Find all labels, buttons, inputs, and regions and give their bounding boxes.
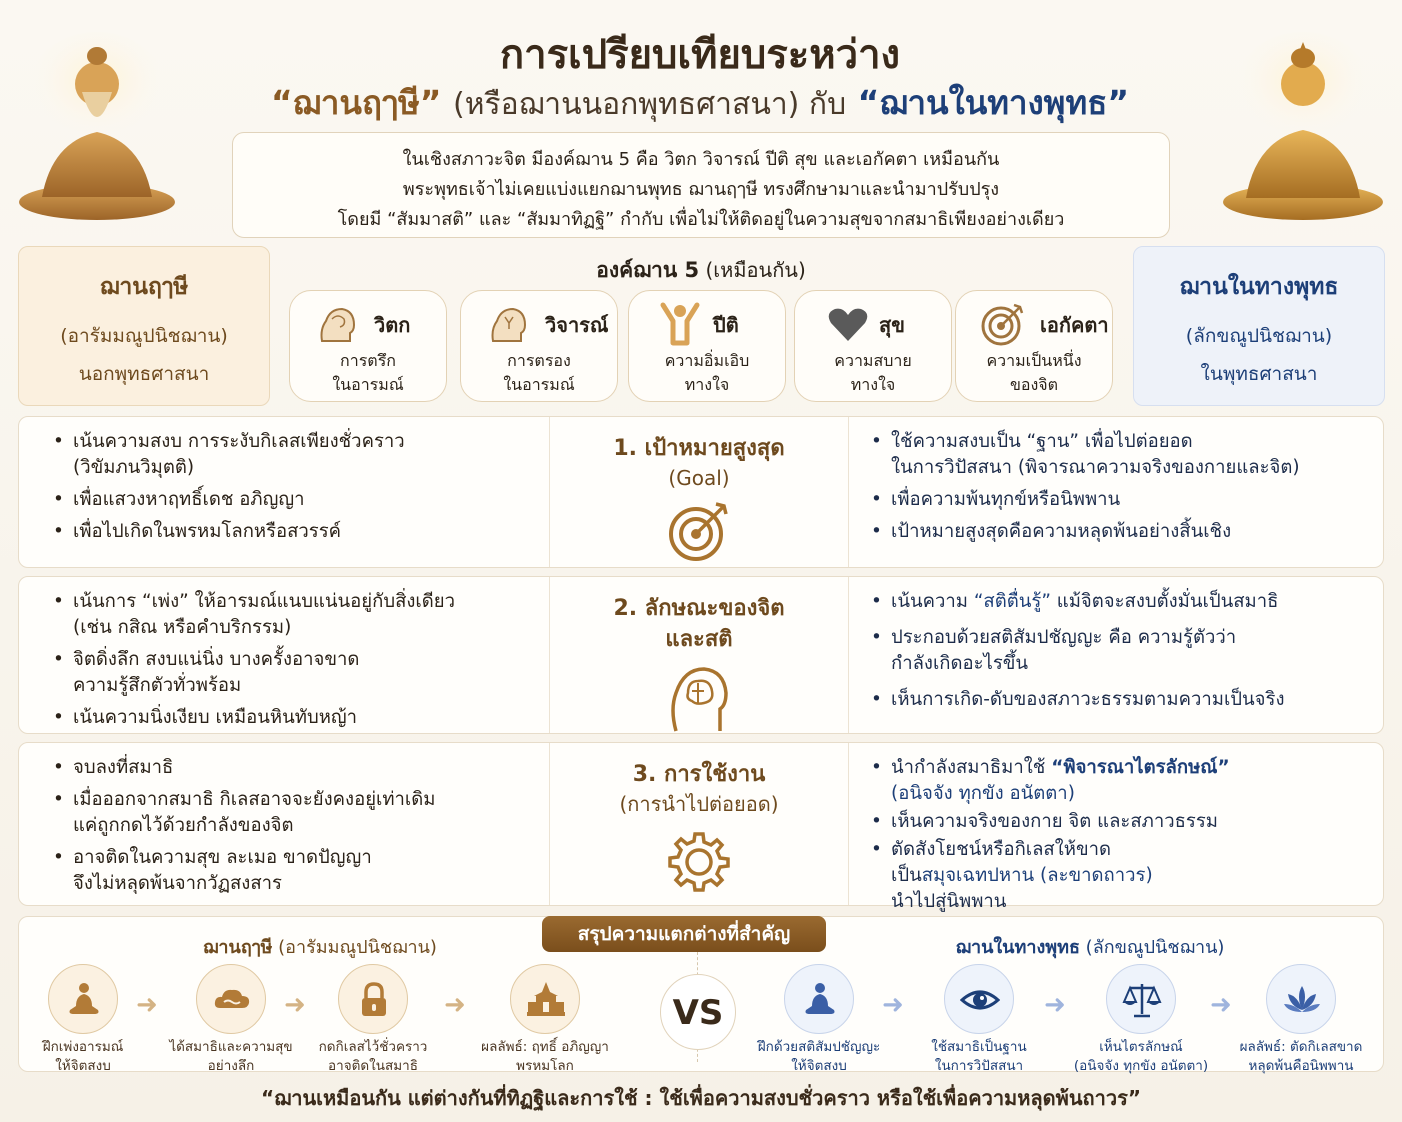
hermit-jhana-pali: (อารัมมณูปนิชฌาน) [60, 325, 228, 347]
list-item-line: ความรู้สึกตัวทั่วพร้อม [73, 675, 242, 696]
list-item [49, 647, 529, 699]
list-item [867, 429, 1367, 481]
list-item [867, 589, 1367, 615]
buddhist-jhana-pali: (ลักขณูปนิชฌาน) [1185, 325, 1333, 347]
list-item-text: นำกำลังสมาธิมาใช้ [891, 757, 1052, 778]
arrow-right-icon: ➜ [882, 990, 904, 1020]
buddhist-jhana-scope: ในพุทธศาสนา [1200, 363, 1318, 385]
closing-quote: “ฌานเหมือนกัน แต่ต่างกันที่ทิฏฐิและการใช้ : ใช้เพื่อความสงบชั่วคราว หรือใช้เพื่อความหลุดพ้นถาวร” [261, 1086, 1141, 1110]
factor-name: เอกัคตา [1040, 313, 1109, 337]
meditation-icon [800, 980, 840, 1020]
list-item-line: • ประกอบด้วยสติสัมปชัญญะ คือ ความรู้ตัวว่า [891, 627, 1237, 648]
summary-step-right [1066, 964, 1216, 1076]
meditation-icon [64, 980, 104, 1020]
factor-name: วิตก [374, 313, 411, 337]
hermit-jhana-box [18, 246, 270, 406]
list-item-line: (วิขัมภนวิมุตติ) [73, 457, 195, 478]
comparison-row-mind [18, 576, 1384, 734]
arrow-right-icon: ➜ [1044, 990, 1066, 1020]
row-center-column [549, 577, 849, 733]
factor-desc [795, 349, 951, 397]
row-title: 1. เป้าหมายสูงสุด [613, 436, 785, 461]
step-caption-line: ฝึกเพ่งอารมณ์ [42, 1039, 124, 1055]
comparison-row-goal [18, 416, 1384, 568]
list-item: • เพื่อไปเกิดในพรหมโลกหรือสวรรค์ [49, 519, 529, 545]
hermit-jhana-title: ฌานฤๅษี [99, 274, 189, 300]
step-circle [784, 964, 854, 1034]
row-left-column [49, 429, 529, 551]
factor-desc-line: การตรอง [507, 351, 571, 370]
list-item: • เห็นความจริงของกาย จิต และสภาวธรรม [867, 809, 1367, 835]
factor-card-vitakka [289, 290, 447, 402]
step-circle [1106, 964, 1176, 1034]
summary-step-right [744, 964, 894, 1076]
list-item [49, 787, 529, 839]
intro-box [232, 132, 1170, 238]
factor-desc [290, 349, 446, 397]
summary-step-left [156, 964, 306, 1076]
list-item: • จบลงที่สมาธิ [49, 755, 529, 781]
step-circle [1266, 964, 1336, 1034]
list-item-line: ในการวิปัสสนา (พิจารณาความจริงของกายและจิต) [891, 457, 1300, 478]
factor-name: ปีติ [713, 313, 739, 337]
summary-left-heading-bold: ฌานฤๅษี [203, 937, 273, 958]
step-circle [338, 964, 408, 1034]
lock-icon [354, 980, 394, 1020]
factors-heading [278, 254, 1124, 287]
step-caption-line: ให้จิตสงบ [55, 1058, 111, 1074]
row-subtitle: (การนำไปต่อยอด) [619, 792, 779, 816]
factor-card-sukha [794, 290, 952, 402]
row-center-column [549, 417, 849, 567]
list-item-line: • เมื่อออกจากสมาธิ กิเลสอาจจะยังคงอยู่เท่าเดิม [73, 789, 436, 810]
step-caption [1226, 1038, 1376, 1076]
title-buddhist-jhana: “ฌานในทางพุทธ” [857, 83, 1130, 122]
hermit-jhana-scope: นอกพุทธศาสนา [78, 363, 210, 385]
hermit-figure-icon [12, 22, 182, 222]
factors-title: องค์ฌาน 5 [596, 258, 700, 282]
step-caption-line: พรหมโลก [516, 1058, 574, 1074]
step-caption-line: ผลลัพธ์: ฤทธิ์ อภิญญา [481, 1039, 609, 1055]
list-item: • เพื่อแสวงหาฤทธิ์เดช อภิญญา [49, 487, 529, 513]
row-title: 2. ลักษณะของจิต [613, 596, 785, 621]
factor-desc [629, 349, 785, 397]
row-right-column [867, 755, 1367, 921]
factor-name: สุข [879, 313, 905, 337]
list-item [867, 755, 1367, 807]
step-caption [1066, 1038, 1216, 1076]
lotus-icon [1282, 980, 1322, 1020]
factor-desc [461, 349, 617, 397]
list-item: • เป้าหมายสูงสุดคือความหลุดพ้นอย่างสิ้นเชิง [867, 519, 1367, 545]
factor-desc [956, 349, 1112, 397]
step-caption-line: อาจติดในสมาธิ [328, 1058, 418, 1074]
target-icon [666, 500, 732, 562]
list-item [867, 625, 1367, 677]
arrow-right-icon: ➜ [444, 990, 466, 1020]
summary-left-heading-rest: (อารัมมณูปนิชฌาน) [272, 937, 437, 958]
step-caption [470, 1038, 620, 1076]
intro-line: โดยมี “สัมมาสติ” และ “สัมมาทิฏฐิ” กำกับ เพื่อไม่ให้ติดอยู่ในความสุขจากสมาธิเพียงอย่างเดียว [337, 209, 1065, 230]
step-caption [156, 1038, 306, 1076]
row-subtitle: และสติ [665, 627, 733, 652]
step-caption-line: ผลลัพธ์: ตัดกิเลสขาด [1239, 1039, 1363, 1055]
step-caption [8, 1038, 158, 1076]
step-caption-line: กดกิเลสไว้ชั่วคราว [318, 1039, 428, 1055]
step-caption [744, 1038, 894, 1076]
buddhist-jhana-title: ฌานในทางพุทธ [1179, 274, 1339, 300]
step-circle [944, 964, 1014, 1034]
brain-icon [666, 663, 732, 735]
head-icon [314, 301, 360, 347]
step-caption-line: ฝึกด้วยสติสัมปชัญญะ [757, 1039, 881, 1055]
row-left-column [49, 589, 529, 737]
list-item: • เห็นการเกิด-ดับของสภาวะธรรมตามความเป็นจริง [867, 687, 1367, 713]
list-item-line: จึงไม่หลุดพ้นจากวัฏสงสาร [73, 873, 282, 894]
list-item [49, 589, 529, 641]
factor-card-vicara [460, 290, 618, 402]
step-caption-line: ได้สมาธิและความสุข [169, 1039, 293, 1055]
factor-desc-line: ความสบาย [834, 351, 912, 370]
highlight-text: สมุจเฉทปหาน (ละขาดถาวร) [921, 865, 1153, 886]
vs-badge: VS [660, 974, 736, 1050]
summary-left-heading [100, 932, 540, 961]
step-circle [48, 964, 118, 1034]
factor-name: วิจารณ์ [545, 313, 609, 337]
list-item: • เพื่อความพ้นทุกข์หรือนิพพาน [867, 487, 1367, 513]
list-item-line: แค่ถูกกดไว้ด้วยกำลังของจิต [73, 815, 294, 836]
arrow-right-icon: ➜ [136, 990, 158, 1020]
arrow-right-icon: ➜ [284, 990, 306, 1020]
list-item-line: กำลังเกิดอะไรขึ้น [891, 653, 1029, 674]
summary-right-heading-bold: ฌานในทางพุทธ [955, 937, 1080, 958]
summary-step-left [470, 964, 620, 1076]
factor-desc-line: ความอิ่มเอิบ [664, 351, 750, 370]
scale-icon [1122, 980, 1162, 1020]
summary-step-left [298, 964, 448, 1076]
summary-step-right [1226, 964, 1376, 1076]
gear-icon [667, 830, 731, 894]
target-icon [980, 301, 1026, 347]
intro-line: พระพุทธเจ้าไม่เคยแบ่งแยกฌานพุทธ ฌานฤๅษี ทรงศึกษามาและนำมาปรับปรุง [402, 179, 1000, 200]
buddhist-jhana-box [1133, 246, 1385, 406]
row-subtitle: (Goal) [668, 466, 730, 490]
list-item-line: • ตัดสังโยชน์หรือกิเลสให้ขาด [891, 839, 1112, 860]
page-title: การเปรียบเทียบระหว่าง [499, 32, 901, 78]
row-right-column [867, 589, 1367, 719]
row-left-column [49, 755, 529, 903]
palace-icon [526, 980, 566, 1020]
list-item-text: เป็น [891, 865, 922, 886]
list-item-line: • เน้นการ “เพ่ง” ให้อารมณ์แนบแน่นอยู่กับสิ่งเดียว [73, 591, 455, 612]
step-caption-line: (อนิจจัง ทุกขัง อนัตตา) [1073, 1058, 1209, 1074]
factor-desc-line: ในอารมณ์ [332, 375, 404, 394]
factor-desc-line: การตรึก [340, 351, 396, 370]
list-item-line: • อาจติดในความสุข ละเมอ ขาดปัญญา [73, 847, 372, 868]
row-title: 3. การใช้งาน [632, 762, 766, 787]
summary-step-left [8, 964, 158, 1076]
step-caption [904, 1038, 1054, 1076]
highlight-text: “สติตื่นรู้” [973, 591, 1051, 612]
list-item-line: (เช่น กสิณ หรือคำบริกรรม) [73, 617, 292, 638]
list-item [49, 845, 529, 897]
step-caption-line: ให้จิตสงบ [791, 1058, 847, 1074]
factors-title-suffix: (เหมือนกัน) [705, 258, 806, 282]
list-item [867, 837, 1367, 915]
title-connector: (หรือฌานนอกพุทธศาสนา) กับ [452, 87, 847, 122]
joy-person-icon [657, 301, 703, 347]
highlight-text: “พิจารณาไตรลักษณ์” [1051, 757, 1230, 778]
list-item-line [891, 755, 1367, 781]
step-caption-line: ในการวิปัสสนา [934, 1058, 1024, 1074]
step-caption-line: อย่างลึก [207, 1058, 255, 1074]
factor-desc-line: ทางใจ [850, 375, 896, 394]
cloud-icon [212, 980, 252, 1020]
list-item-line [891, 863, 1367, 889]
list-item-text: เน้นความ [891, 591, 974, 612]
buddha-figure-icon [1218, 22, 1388, 222]
step-caption-line: ใช้สมาธิเป็นฐาน [931, 1039, 1027, 1055]
arrow-right-icon: ➜ [1210, 990, 1232, 1020]
step-circle [196, 964, 266, 1034]
factor-desc-line: ทางใจ [684, 375, 730, 394]
factor-desc-line: ความเป็นหนึ่ง [986, 351, 1082, 370]
summary-right-heading [860, 932, 1320, 961]
step-caption-line: เห็นไตรลักษณ์ [1099, 1039, 1183, 1055]
list-item-text: แม้จิตจะสงบตั้งมั่นเป็นสมาธิ [1050, 591, 1279, 612]
list-item [49, 429, 529, 481]
title-hermit-jhana: “ฌานฤๅษี” [270, 83, 442, 122]
eye-icon [960, 980, 1000, 1020]
step-caption [298, 1038, 448, 1076]
list-item-line: • เน้นความสงบ การระงับกิเลสเพียงชั่วคราว [73, 431, 405, 452]
factor-desc-line: ในอารมณ์ [503, 375, 575, 394]
list-item-line: • ใช้ความสงบเป็น “ฐาน” เพื่อไปต่อยอด [891, 431, 1193, 452]
heart-icon [825, 301, 871, 347]
intro-line: ในเชิงสภาวะจิต มีองค์ฌาน 5 คือ วิตก วิจารณ์ ปีติ สุข และเอกัคตา เหมือนกัน [402, 149, 1000, 170]
list-item-line: นำไปสู่นิพพาน [891, 891, 1007, 912]
list-item-line: • จิตดิ่งลึก สงบแน่นิ่ง บางครั้งอาจขาด [73, 649, 360, 670]
row-right-column [867, 429, 1367, 551]
summary-right-heading-rest: (ลักขณูปนิชฌาน) [1079, 937, 1225, 958]
comparison-row-use [18, 742, 1384, 912]
summary-step-right [904, 964, 1054, 1076]
page-subtitle [170, 76, 1230, 129]
head-icon [485, 301, 531, 347]
step-caption-line: หลุดพ้นคือนิพพาน [1248, 1058, 1354, 1074]
factor-card-piti [628, 290, 786, 402]
list-item: • เน้นความนิ่งเงียบ เหมือนหินทับหญ้า [49, 705, 529, 731]
step-circle [510, 964, 580, 1034]
row-center-column [549, 743, 849, 905]
factor-desc-line: ของจิต [1009, 375, 1059, 394]
summary-badge: สรุปความแตกต่างที่สำคัญ [542, 916, 826, 952]
factor-card-ekaggata [955, 290, 1113, 402]
list-item-line: (อนิจจัง ทุกขัง อนัตตา) [891, 783, 1075, 804]
